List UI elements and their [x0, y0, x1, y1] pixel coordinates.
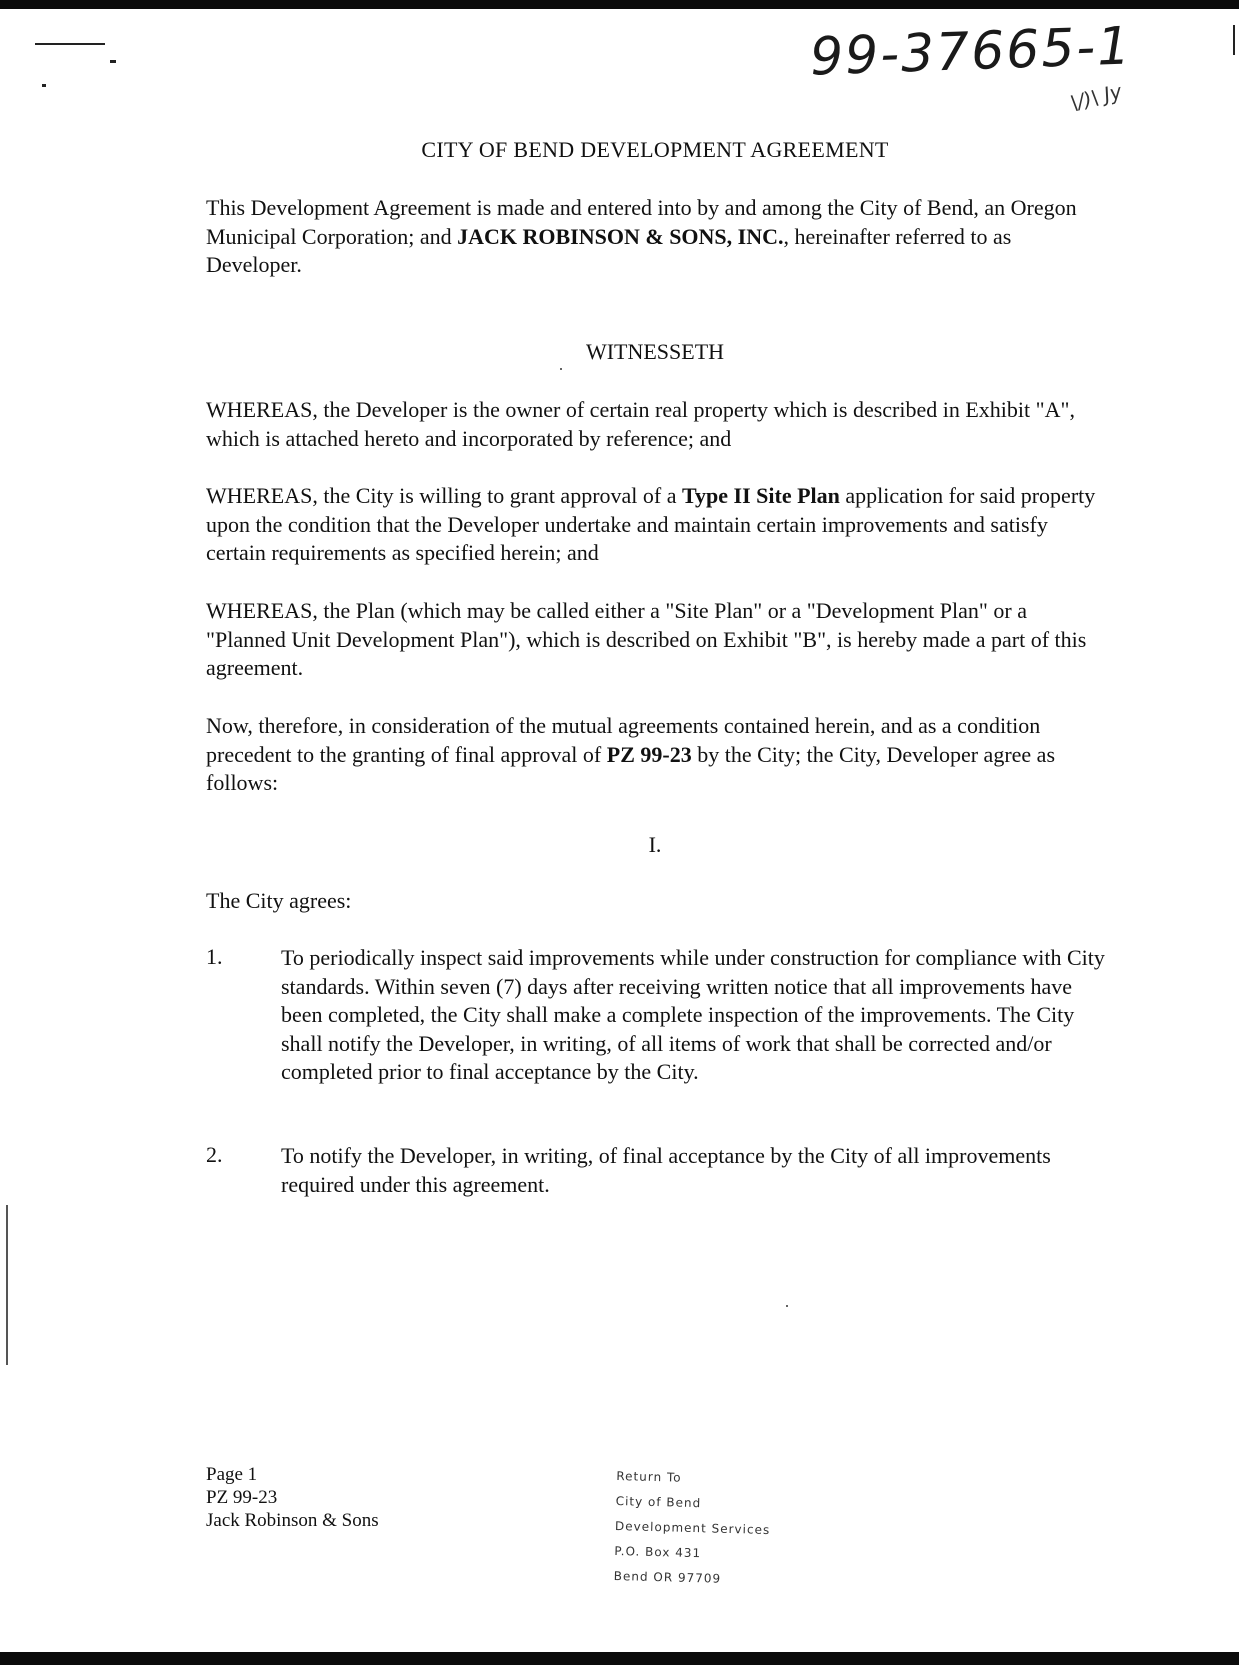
witnesseth-heading: WITNESSETH: [585, 339, 725, 364]
now-therefore-part2: by the City; the City, Developer agree as follows:: [206, 741, 1056, 795]
document-title: CITY OF BEND DEVELOPMENT AGREEMENT: [421, 137, 889, 162]
stamp-line: City of Bend: [615, 1493, 702, 1511]
footer-developer-name: Jack Robinson & Sons: [206, 1510, 379, 1531]
stamp-line: Bend OR 97709: [613, 1568, 722, 1586]
site-plan-type: Type II Site Plan: [682, 483, 840, 508]
scan-artifact-right-edge: [1233, 25, 1235, 55]
stamp-line: Development Services: [614, 1518, 771, 1538]
case-number-bold: PZ 99-23: [606, 741, 692, 767]
whereas-paragraph-2: [206, 482, 1106, 568]
now-therefore-paragraph: [206, 712, 1106, 798]
city-agrees-heading: The City agrees:: [206, 888, 352, 913]
footer-case-number: PZ 99-23: [206, 1487, 278, 1508]
top-scan-border: [0, 0, 1239, 9]
list-item-text: To notify the Developer, in writing, of final acceptance by the City of all improvements required under this agreement.: [281, 1143, 1051, 1197]
developer-name: JACK ROBINSON & SONS, INC.: [457, 223, 784, 249]
page-footer: [206, 1463, 379, 1532]
intro-text-part1: This Development Agreement is made and entered into by and among the City of Bend, an Oregon Municipal Corporation; and: [206, 195, 1077, 249]
scan-speck: [786, 1305, 788, 1307]
scan-artifact-line: [35, 43, 105, 45]
return-to-stamp: [613, 1464, 771, 1593]
now-therefore-part1: Now, therefore, in consideration of the mutual agreements contained herein, and as a condition precedent to the granting of final approval of: [206, 713, 1041, 767]
scan-speck: [560, 368, 562, 370]
list-item-text: To periodically inspect said improvements while under construction for compliance with City standards. Within seven (7) days after receiving written notice that all improvements have been completed, the City shall make a complete inspection of the improvements. The City shall notify the Developer, in writing, of all items of work that shall be corrected and/or completed prior to final acceptance by the City.: [281, 945, 1105, 1084]
stamp-line: P.O. Box 431: [614, 1543, 702, 1561]
intro-paragraph: [206, 194, 1106, 280]
footer-page-number: Page 1: [206, 1464, 258, 1485]
whereas-paragraph-1: WHEREAS, the Developer is the owner of certain real property which is described in Exhibit "A", which is attached hereto and incorporated by reference; and: [206, 397, 1075, 451]
bottom-scan-border: [0, 1652, 1239, 1665]
scan-artifact-left-edge: [6, 1205, 8, 1365]
whereas-paragraph-3: WHEREAS, the Plan (which may be called either a "Site Plan" or a "Development Plan" or a "Planned Unit Development Plan"), which is described on Exhibit "B", is hereby made a part of this agreement.: [206, 598, 1087, 680]
scan-artifact-dot: [110, 60, 116, 63]
scan-artifact-dot: [42, 84, 46, 87]
whereas2-text-part2: application for said property upon the condition that the Developer undertake and maintain certain improvements and satisfy certain requirements as specified herein; and: [206, 483, 1096, 565]
handwritten-document-number: 99-37665-1: [809, 16, 1134, 88]
list-item-number: 2.: [206, 1142, 223, 1167]
handwritten-initials: \/)\ Jy: [1067, 79, 1125, 115]
whereas2-text-part1: WHEREAS, the City is willing to grant approval of a: [206, 483, 682, 508]
intro-text-part2: , hereinafter referred to as Developer.: [206, 223, 1012, 277]
list-item-number: 1.: [206, 944, 223, 969]
stamp-line: Return To: [616, 1468, 682, 1485]
section-numeral: I.: [648, 832, 662, 857]
